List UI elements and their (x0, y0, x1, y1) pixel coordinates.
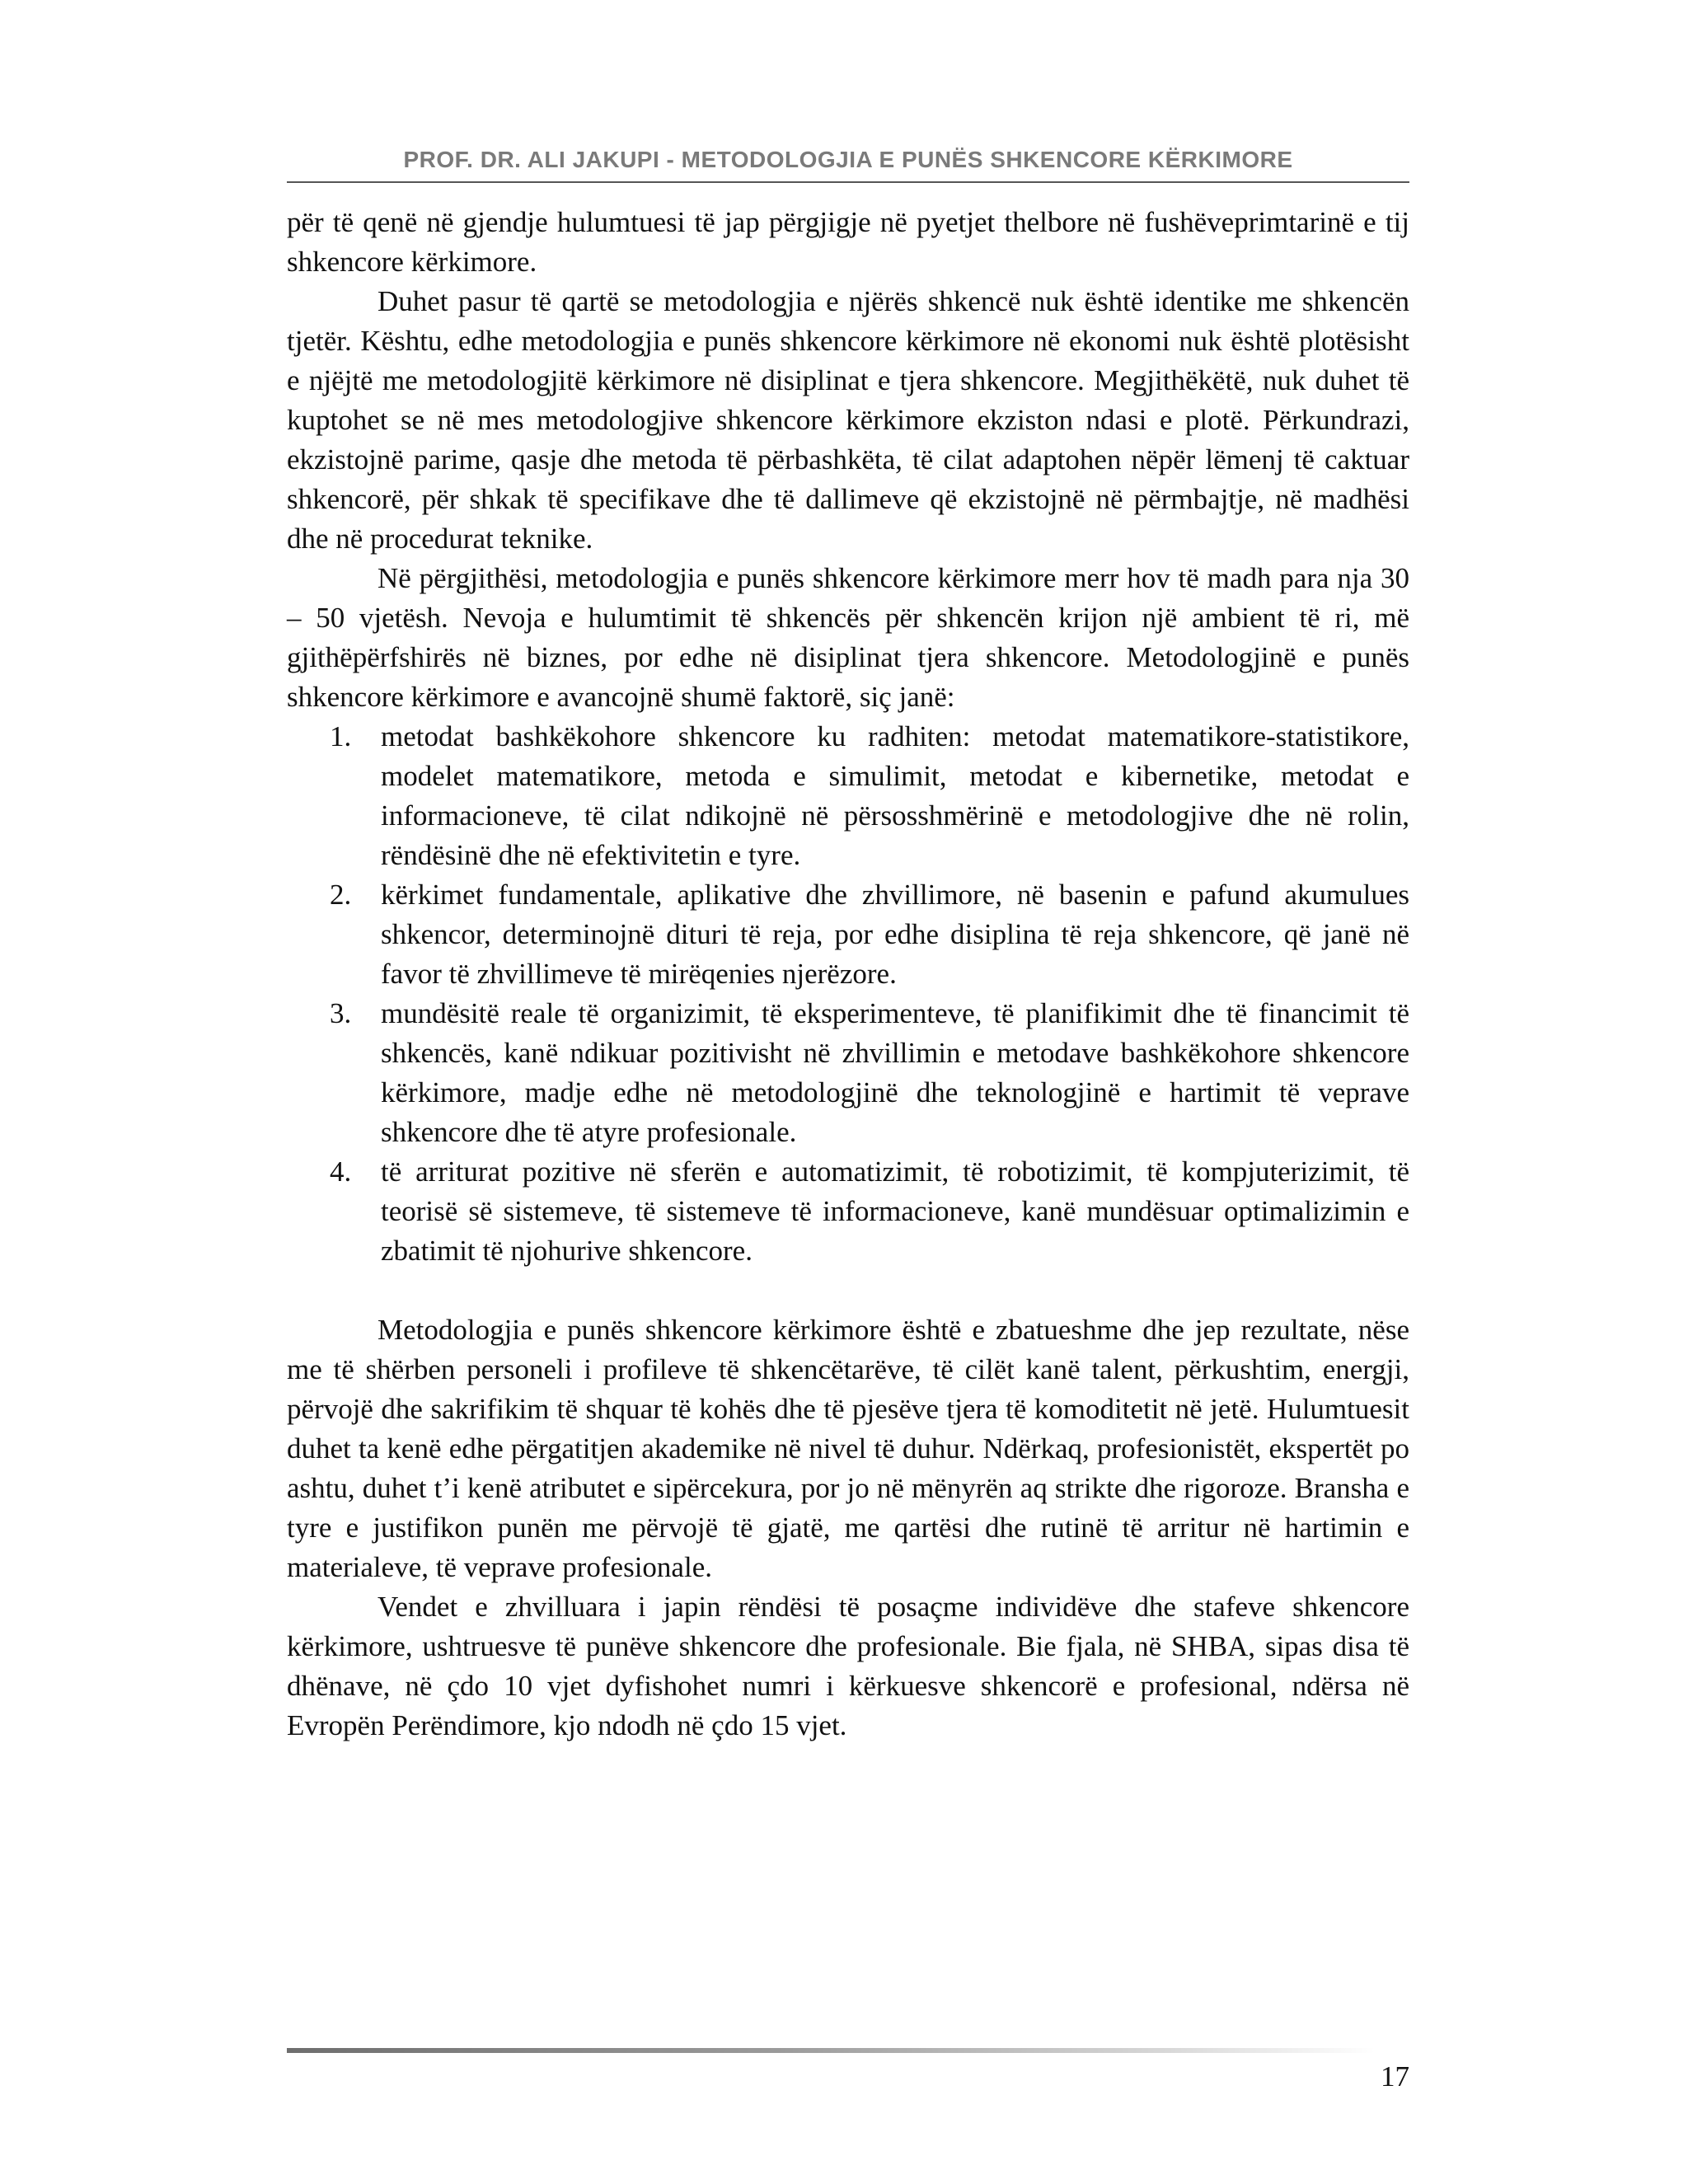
paragraph-continuation: për të qenë në gjendje hulumtuesi të jap përgjigje në pyetjet thelbore në fushëveprimtarinë e tij shkencore kërkimore. (287, 206, 1409, 278)
paragraph: Duhet pasur të qartë se metodologjia e njërës shkencë nuk është identike me shkencën tjetër. Kështu, edhe metodologjia e punës shkencore kërkimore në ekonomi nuk është plotësisht e njëjtë me metodologjitë kërkimore në disiplinat e tjera shkencore. Megjithëkëtë, nuk duhet të kuptohet se në mes metodologjive shkencore kërkimore ekziston ndasi e plotë. Përkundrazi, ekzistojnë parime, qasje dhe metoda të përbashkëta, të cilat adaptohen nëpër lëmenj të caktuar shkencorë, për shkak të specifikave dhe të dallimeve që ekzistojnë në përmbajtje, në madhësi dhe në procedurat teknike. (287, 285, 1409, 555)
list-item (287, 994, 1409, 1152)
list-item-number: 4. (330, 1155, 352, 1188)
factors-list (287, 717, 1409, 1271)
list-item-text: të arriturat pozitive në sferën e automatizimit, të robotizimit, të kompjuterizimit, të teorisë së sistemeve, të sistemeve të informacioneve, kanë mundësuar optimalizimin e zbatimit të njohurive shkencore. (381, 1155, 1409, 1267)
paragraph: Metodologjia e punës shkencore kërkimore është e zbatueshme dhe jep rezultate, nëse me të shërben personeli i profileve të shkencëtarëve, të cilët kanë talent, përkushtim, energji, përvojë dhe sakrifikim të shquar të kohës dhe të pjesëve tjera të komoditetit në jetë. Hulumtuesit duhet ta kenë edhe përgatitjen akademike në nivel të duhur. Ndërkaq, profesionistët, ekspertët po ashtu, duhet t’i kenë atributet e sipërcekura, por jo në mënyrën aq strikte dhe rigoroze. Bransha e tyre e justifikon punën me përvojë të gjatë, me qartësi dhe rutinë të arritur në hartimin e materialeve, të veprave profesionale. (287, 1314, 1409, 1583)
paragraph: Vendet e zhvilluara i japin rëndësi të posaçme individëve dhe stafeve shkencore kërkimore, ushtruesve të punëve shkencore dhe profesionale. Bie fjala, në SHBA, sipas disa të dhënave, në çdo 10 vjet dyfishohet numri i kërkuesve shkencorë e profesional, ndërsa në Evropën Perëndimore, kjo ndodh në çdo 15 vjet. (287, 1591, 1409, 1741)
list-item-number: 3. (330, 997, 352, 1029)
list-item-text: mundësitë reale të organizimit, të eksperimenteve, të planifikimit dhe të financimit të shkencës, kanë ndikuar pozitivisht në zhvillimin e metodave bashkëkohore shkencore kërkimore, madje edhe në metodologjinë dhe teknologjinë e hartimit të veprave shkencore dhe të atyre profesionale. (381, 997, 1409, 1148)
paragraph: Në përgjithësi, metodologjia e punës shkencore kërkimore merr hov të madh para nja 30 – 50 vjetësh. Nevoja e hulumtimit të shkencës për shkencën krijon një ambient të ri, më gjithëpërfshirës në biznes, por edhe në disiplinat tjera shkencore. Metodologjinë e punës shkencore kërkimore e avancojnë shumë faktorë, siç janë: (287, 562, 1409, 713)
list-item (287, 1152, 1409, 1271)
header-rule (287, 181, 1409, 183)
list-item-number: 1. (330, 720, 352, 752)
page-number: 17 (1381, 2060, 1409, 2093)
running-header: PROF. DR. ALI JAKUPI - METODOLOGJIA E PUNËS SHKENCORE KËRKIMORE (403, 147, 1293, 172)
body-text (287, 203, 1409, 1746)
list-item-number: 2. (330, 879, 352, 911)
list-item (287, 875, 1409, 994)
footer-rule (287, 2048, 1375, 2053)
list-item-text: metodat bashkëkohore shkencore ku radhiten: metodat matematikore-statistikore, modelet matematikore, metoda e simulimit, metodat e kibernetike, metodat e informacioneve, të cilat ndikojnë në përsosshmërinë e metodologjive dhe në rolin, rëndësinë dhe në efektivitetin e tyre. (381, 720, 1409, 871)
list-item (287, 717, 1409, 875)
list-item-text: kërkimet fundamentale, aplikative dhe zhvillimore, në basenin e pafund akumulues shkencor, determinojnë dituri të reja, por edhe disiplina të reja shkencore, që janë në favor të zhvillimeve të mirëqenies njerëzore. (381, 879, 1409, 990)
